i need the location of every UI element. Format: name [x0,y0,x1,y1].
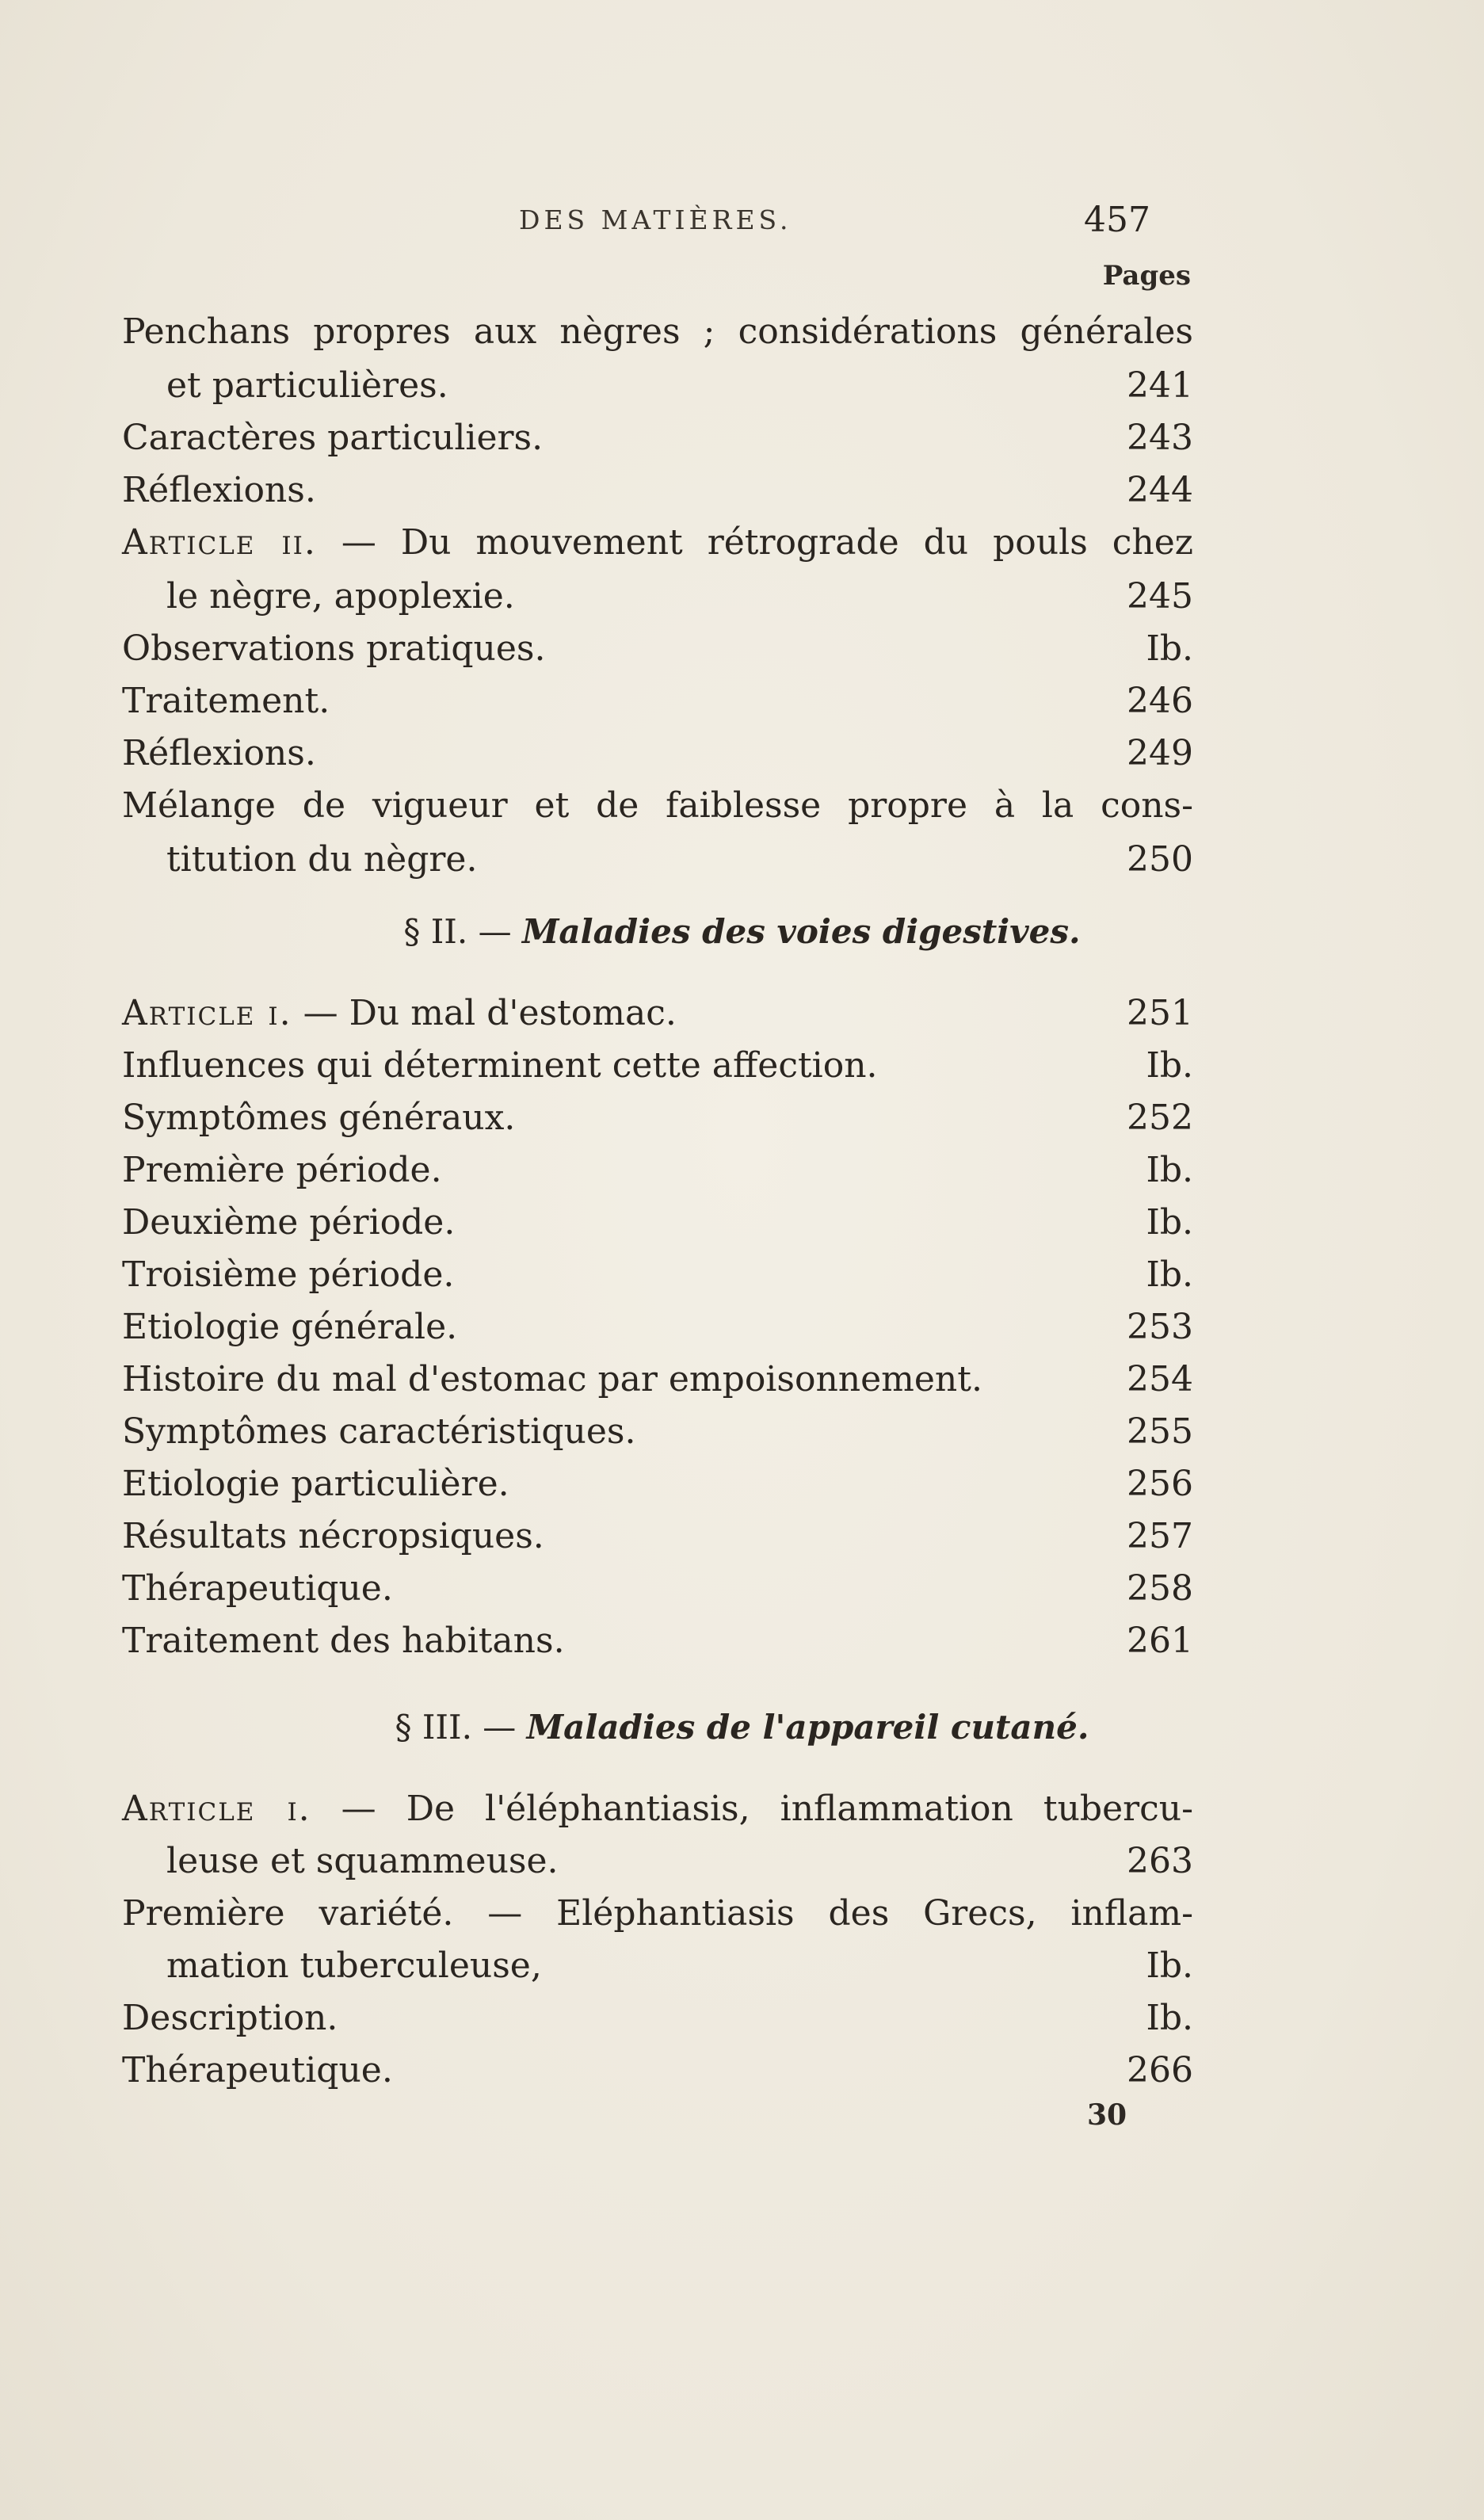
toc-entry: le nègre, apoplexie. 245 [166,572,1193,621]
toc-entry: Première variété. — Eléphantiasis des Grecs, inflam- [122,1893,1193,1934]
toc-page-ref: 256 [1127,1464,1193,1504]
toc-entry: Deuxième période. Ib. [122,1198,1193,1247]
toc-page-ref: 243 [1127,418,1193,458]
toc-page-ref: 261 [1127,1621,1193,1661]
toc-entry: mation tuberculeuse, Ib. [166,1942,1193,1991]
toc-page-ref: 251 [1127,993,1193,1033]
page-number: 457 [1084,200,1150,240]
toc-entry: Symptômes généraux. 252 [122,1094,1193,1143]
toc-entry: titution du nègre. 250 [166,835,1193,884]
toc-page-ref: 258 [1127,1568,1193,1609]
toc-entry: Symptômes caractéristiques. 255 [122,1407,1193,1457]
toc-entry: Thérapeutique. 258 [122,1564,1193,1613]
toc-page-ref: 263 [1127,1841,1193,1881]
signature-mark: 30 [1087,2098,1127,2132]
toc-page-ref: Ib. [1146,1254,1193,1295]
toc-page-ref: Ib. [1146,1045,1193,1086]
toc-page-ref: 255 [1127,1411,1193,1452]
toc-entry: Description. Ib. [122,1994,1193,2043]
toc-page-ref: Ib. [1146,1998,1193,2038]
toc-entry: Thérapeutique. 266 [122,2046,1193,2095]
toc-page-ref: 246 [1127,681,1193,721]
section-heading: § II. — Maladies des voies digestives. [403,912,1081,951]
toc-article-heading: Article i. — De l'éléphantiasis, inflammation tubercu- [122,1789,1193,1829]
toc-entry: leuse et squammeuse. 263 [166,1837,1193,1886]
toc-page-ref: 241 [1127,365,1193,406]
toc-article-heading: Article ii. — Du mouvement rétrograde du pouls chez [122,522,1193,563]
toc-entry: Réflexions. 244 [122,466,1193,515]
toc-page-ref: Ib. [1146,628,1193,669]
toc-entry: Traitement des habitans. 261 [122,1617,1193,1666]
toc-page-ref: 252 [1127,1098,1193,1138]
toc-entry: et particulières. 241 [166,361,1193,410]
toc-page-ref: 257 [1127,1516,1193,1556]
toc-page-ref: Ib. [1146,1202,1193,1243]
toc-entry: Caractères particuliers. 243 [122,414,1193,463]
toc-page-ref: 249 [1127,733,1193,773]
toc-entry: Penchans propres aux nègres ; considérations générales [122,311,1193,352]
running-header-title: DES MATIÈRES. [519,204,792,235]
toc-entry: Réflexions. 249 [122,729,1193,778]
toc-page-ref: 244 [1127,470,1193,510]
toc-entry: Etiologie générale. 253 [122,1303,1193,1352]
toc-article-heading: Article i. — Du mal d'estomac. 251 [122,989,1193,1038]
toc-entry: Résultats nécropsiques. 257 [122,1512,1193,1561]
toc-entry: Première période. Ib. [122,1146,1193,1195]
toc-page-ref: Ib. [1146,1150,1193,1190]
toc-page-ref: 250 [1127,839,1193,880]
toc-entry: Troisième période. Ib. [122,1250,1193,1300]
toc-page-ref: 266 [1127,2050,1193,2090]
section-heading: § III. — Maladies de l'appareil cutané. [395,1708,1089,1747]
toc-entry: Mélange de vigueur et de faiblesse propre à la cons- [122,785,1193,826]
toc-entry: Histoire du mal d'estomac par empoisonnement. 254 [122,1355,1193,1404]
toc-entry: Influences qui déterminent cette affection. Ib. [122,1041,1193,1090]
toc-entry: Traitement. 246 [122,677,1193,726]
toc-page-ref: 245 [1127,576,1193,617]
toc-entry: Etiologie particulière. 256 [122,1460,1193,1509]
toc-page-ref: Ib. [1146,1945,1193,1986]
toc-page-ref: 253 [1127,1307,1193,1347]
toc-entry: Observations pratiques. Ib. [122,624,1193,674]
toc-page-ref: 254 [1127,1359,1193,1399]
pages-column-label: Pages [1102,260,1191,292]
